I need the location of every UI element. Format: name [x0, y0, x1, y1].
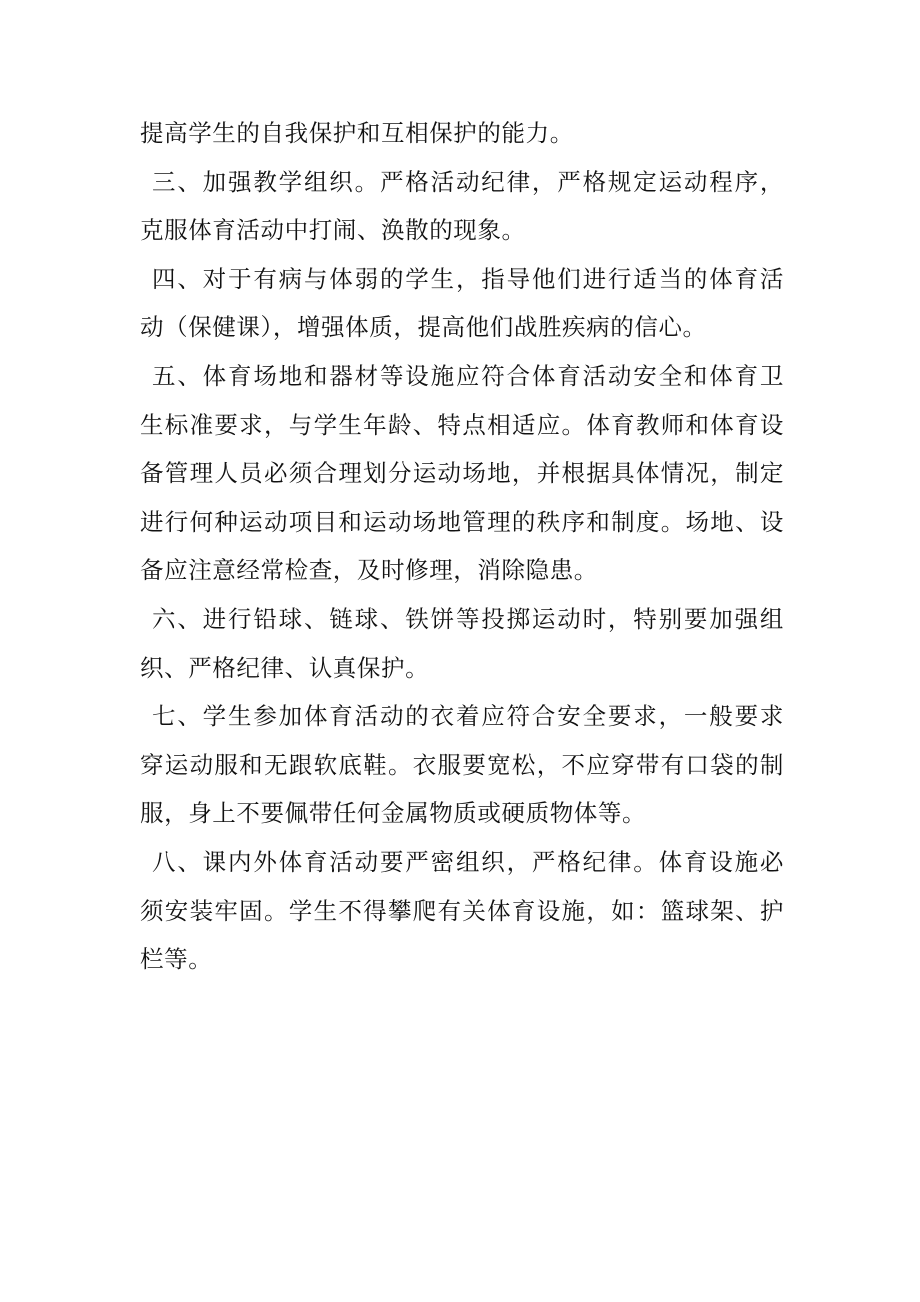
text-line-15: 服，身上不要佩带任何金属物质或硬质物体等。	[140, 799, 647, 828]
text-line-10: 备应注意经常检查，及时修理，消除隐患。	[140, 556, 598, 585]
text-line-13: 七、学生参加体育活动的衣着应符合安全要求，一般要求	[152, 702, 784, 731]
text-line-6: 五、体育场地和器材等设施应符合体育活动安全和体育卫	[152, 361, 784, 390]
text-line-18: 栏等。	[140, 945, 213, 974]
text-line-11: 六、进行铅球、链球、铁饼等投掷运动时，特别要加强组	[152, 604, 784, 633]
text-line-14: 穿运动服和无跟软底鞋。衣服要宽松，不应穿带有口袋的制	[140, 750, 784, 779]
text-line-9: 进行何种运动项目和运动场地管理的秩序和制度。场地、设	[140, 507, 784, 536]
text-line-4: 四、对于有病与体弱的学生，指导他们进行适当的体育活	[152, 264, 784, 293]
text-line-17: 须安装牢固。学生不得攀爬有关体育设施，如：篮球架、护	[140, 896, 784, 925]
text-line-16: 八、课内外体育活动要严密组织，严格纪律。体育设施必	[152, 847, 784, 876]
text-line-3: 克服体育活动中打闹、涣散的现象。	[140, 216, 526, 245]
document-body	[140, 109, 784, 984]
text-line-12: 织、严格纪律、认真保护。	[140, 653, 430, 682]
text-line-1: 提高学生的自我保护和互相保护的能力。	[140, 119, 574, 147]
text-line-8: 备管理人员必须合理划分运动场地，并根据具体情况，制定	[140, 459, 784, 488]
text-line-2: 三、加强教学组织。严格活动纪律，严格规定运动程序，	[152, 167, 784, 196]
text-line-5: 动（保健课），增强体质，提高他们战胜疾病的信心。	[140, 313, 707, 342]
text-line-7: 生标准要求，与学生年龄、特点相适应。体育教师和体育设	[140, 410, 784, 439]
